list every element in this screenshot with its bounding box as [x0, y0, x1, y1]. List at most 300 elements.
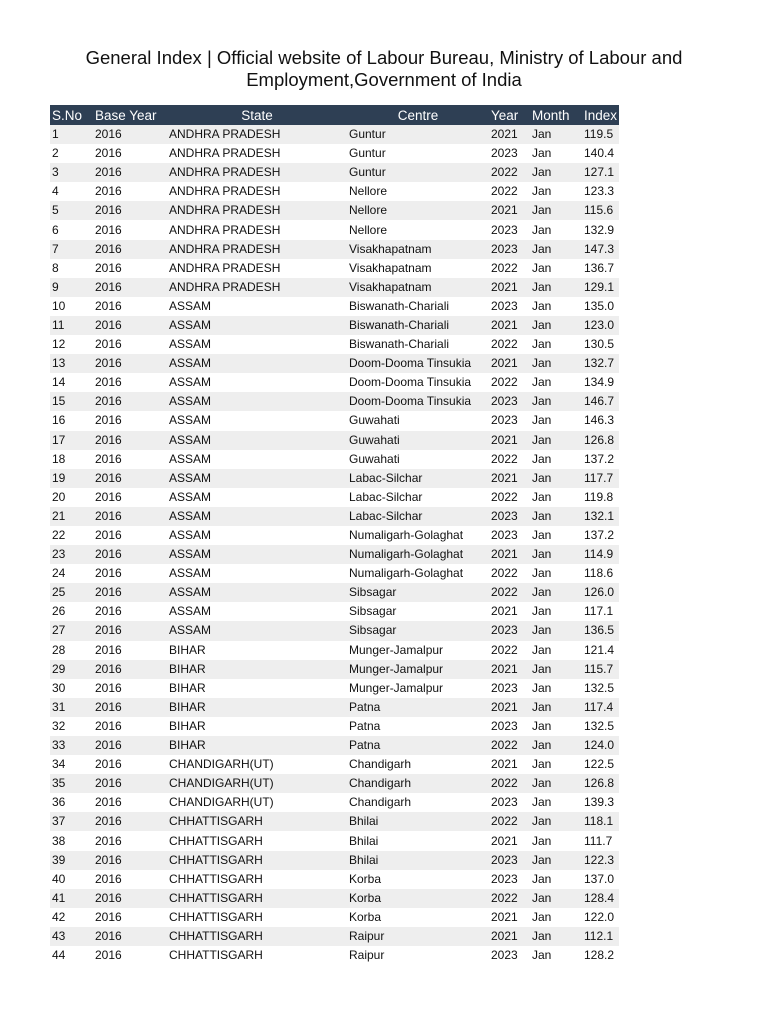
cell-sno: 36 — [50, 793, 91, 812]
cell-sno: 44 — [50, 946, 91, 965]
cell-state: ASSAM — [167, 621, 347, 640]
cell-state: CHANDIGARH(UT) — [167, 755, 347, 774]
cell-month: Jan — [528, 488, 582, 507]
cell-centre: Sibsagar — [347, 583, 489, 602]
cell-index: 117.1 — [582, 602, 619, 621]
cell-state: CHHATTISGARH — [167, 870, 347, 889]
table-row — [50, 641, 619, 660]
cell-month: Jan — [528, 641, 582, 660]
cell-centre: Nellore — [347, 182, 489, 201]
cell-year: 2023 — [489, 220, 528, 239]
table-row — [50, 297, 619, 316]
cell-month: Jan — [528, 220, 582, 239]
table-row — [50, 354, 619, 373]
cell-base-year: 2016 — [91, 163, 167, 182]
cell-centre: Raipur — [347, 927, 489, 946]
cell-index: 139.3 — [582, 793, 619, 812]
cell-sno: 2 — [50, 144, 91, 163]
cell-state: ASSAM — [167, 564, 347, 583]
cell-base-year: 2016 — [91, 469, 167, 488]
cell-centre: Munger-Jamalpur — [347, 679, 489, 698]
cell-year: 2022 — [489, 812, 528, 831]
cell-base-year: 2016 — [91, 392, 167, 411]
cell-year: 2022 — [489, 641, 528, 660]
table-header-row — [50, 105, 619, 125]
cell-centre: Nellore — [347, 220, 489, 239]
cell-centre: Bhilai — [347, 851, 489, 870]
table-row — [50, 736, 619, 755]
cell-month: Jan — [528, 297, 582, 316]
table-row — [50, 564, 619, 583]
cell-centre: Guwahati — [347, 431, 489, 450]
table-row — [50, 392, 619, 411]
cell-month: Jan — [528, 908, 582, 927]
cell-centre: Chandigarh — [347, 755, 489, 774]
cell-sno: 26 — [50, 602, 91, 621]
cell-state: ASSAM — [167, 545, 347, 564]
cell-state: ASSAM — [167, 297, 347, 316]
cell-base-year: 2016 — [91, 526, 167, 545]
cell-sno: 17 — [50, 431, 91, 450]
document-title-line-1: General Index | Official website of Labour Bureau, Ministry of Labour and — [85, 47, 683, 68]
table-row — [50, 431, 619, 450]
cell-year: 2021 — [489, 201, 528, 220]
column-header-index: Index — [582, 105, 619, 125]
table-row — [50, 793, 619, 812]
table-row — [50, 946, 619, 965]
cell-index: 121.4 — [582, 641, 619, 660]
cell-index: 132.9 — [582, 220, 619, 239]
cell-month: Jan — [528, 774, 582, 793]
cell-centre: Bhilai — [347, 812, 489, 831]
cell-base-year: 2016 — [91, 201, 167, 220]
table-header — [50, 105, 619, 125]
cell-month: Jan — [528, 736, 582, 755]
cell-state: BIHAR — [167, 641, 347, 660]
cell-base-year: 2016 — [91, 717, 167, 736]
cell-sno: 7 — [50, 240, 91, 259]
cell-year: 2021 — [489, 831, 528, 850]
cell-base-year: 2016 — [91, 373, 167, 392]
cell-centre: Bhilai — [347, 831, 489, 850]
cell-year: 2021 — [489, 316, 528, 335]
cell-index: 115.7 — [582, 660, 619, 679]
cell-year: 2022 — [489, 774, 528, 793]
cell-index: 137.2 — [582, 450, 619, 469]
cell-state: CHHATTISGARH — [167, 851, 347, 870]
cell-year: 2023 — [489, 717, 528, 736]
cell-sno: 35 — [50, 774, 91, 793]
cell-base-year: 2016 — [91, 870, 167, 889]
cell-year: 2022 — [489, 182, 528, 201]
cell-base-year: 2016 — [91, 240, 167, 259]
cell-sno: 41 — [50, 889, 91, 908]
cell-index: 115.6 — [582, 201, 619, 220]
table-row — [50, 889, 619, 908]
cell-index: 126.8 — [582, 431, 619, 450]
cell-state: ASSAM — [167, 583, 347, 602]
cell-state: BIHAR — [167, 698, 347, 717]
cell-index: 118.6 — [582, 564, 619, 583]
cell-index: 130.5 — [582, 335, 619, 354]
cell-centre: Numaligarh-Golaghat — [347, 545, 489, 564]
cell-base-year: 2016 — [91, 908, 167, 927]
cell-month: Jan — [528, 851, 582, 870]
cell-centre: Korba — [347, 889, 489, 908]
column-header-centre: Centre — [347, 105, 489, 125]
cell-month: Jan — [528, 526, 582, 545]
cell-state: CHANDIGARH(UT) — [167, 793, 347, 812]
cell-year: 2021 — [489, 354, 528, 373]
cell-base-year: 2016 — [91, 641, 167, 660]
cell-index: 134.9 — [582, 373, 619, 392]
cell-index: 122.0 — [582, 908, 619, 927]
table-row — [50, 259, 619, 278]
cell-centre: Visakhapatnam — [347, 240, 489, 259]
cell-index: 126.0 — [582, 583, 619, 602]
cell-year: 2022 — [489, 163, 528, 182]
column-header-sno: S.No — [50, 105, 91, 125]
cell-month: Jan — [528, 927, 582, 946]
cell-year: 2023 — [489, 870, 528, 889]
cell-base-year: 2016 — [91, 660, 167, 679]
cell-state: ASSAM — [167, 469, 347, 488]
cell-state: ASSAM — [167, 373, 347, 392]
table-row — [50, 411, 619, 430]
table-row — [50, 602, 619, 621]
cell-base-year: 2016 — [91, 411, 167, 430]
cell-index: 129.1 — [582, 278, 619, 297]
cell-base-year: 2016 — [91, 125, 167, 144]
cell-centre: Numaligarh-Golaghat — [347, 564, 489, 583]
table-row — [50, 240, 619, 259]
table-row — [50, 335, 619, 354]
cell-year: 2021 — [489, 698, 528, 717]
cell-sno: 6 — [50, 220, 91, 239]
cell-base-year: 2016 — [91, 182, 167, 201]
table-row — [50, 908, 619, 927]
table-row — [50, 583, 619, 602]
cell-year: 2023 — [489, 240, 528, 259]
cell-base-year: 2016 — [91, 316, 167, 335]
cell-state: BIHAR — [167, 736, 347, 755]
cell-month: Jan — [528, 392, 582, 411]
table-row — [50, 373, 619, 392]
cell-month: Jan — [528, 602, 582, 621]
cell-year: 2021 — [489, 755, 528, 774]
column-header-state: State — [167, 105, 347, 125]
cell-index: 135.0 — [582, 297, 619, 316]
cell-centre: Labac-Silchar — [347, 488, 489, 507]
cell-month: Jan — [528, 259, 582, 278]
cell-base-year: 2016 — [91, 774, 167, 793]
table-row — [50, 812, 619, 831]
cell-sno: 1 — [50, 125, 91, 144]
cell-state: ASSAM — [167, 335, 347, 354]
cell-base-year: 2016 — [91, 507, 167, 526]
cell-sno: 15 — [50, 392, 91, 411]
cell-sno: 13 — [50, 354, 91, 373]
table-row — [50, 201, 619, 220]
cell-base-year: 2016 — [91, 144, 167, 163]
cell-year: 2023 — [489, 297, 528, 316]
cell-base-year: 2016 — [91, 450, 167, 469]
cell-state: ANDHRA PRADESH — [167, 220, 347, 239]
cell-sno: 18 — [50, 450, 91, 469]
table-row — [50, 526, 619, 545]
table-row — [50, 927, 619, 946]
cell-index: 119.8 — [582, 488, 619, 507]
cell-base-year: 2016 — [91, 755, 167, 774]
cell-centre: Munger-Jamalpur — [347, 660, 489, 679]
cell-centre: Biswanath-Chariali — [347, 335, 489, 354]
cell-centre: Labac-Silchar — [347, 507, 489, 526]
cell-centre: Chandigarh — [347, 774, 489, 793]
cell-state: CHHATTISGARH — [167, 831, 347, 850]
cell-centre: Patna — [347, 698, 489, 717]
cell-state: CHHATTISGARH — [167, 946, 347, 965]
cell-state: ASSAM — [167, 411, 347, 430]
table-row — [50, 450, 619, 469]
cell-index: 128.2 — [582, 946, 619, 965]
cell-month: Jan — [528, 163, 582, 182]
cell-centre: Doom-Dooma Tinsukia — [347, 373, 489, 392]
cell-month: Jan — [528, 812, 582, 831]
cell-year: 2021 — [489, 431, 528, 450]
table-row — [50, 163, 619, 182]
cell-sno: 12 — [50, 335, 91, 354]
cell-base-year: 2016 — [91, 812, 167, 831]
cell-month: Jan — [528, 240, 582, 259]
cell-index: 117.4 — [582, 698, 619, 717]
cell-sno: 40 — [50, 870, 91, 889]
cell-base-year: 2016 — [91, 851, 167, 870]
cell-base-year: 2016 — [91, 793, 167, 812]
cell-month: Jan — [528, 660, 582, 679]
cell-index: 126.8 — [582, 774, 619, 793]
cell-centre: Guntur — [347, 125, 489, 144]
cell-centre: Guntur — [347, 163, 489, 182]
cell-year: 2021 — [489, 927, 528, 946]
cell-index: 137.0 — [582, 870, 619, 889]
cell-base-year: 2016 — [91, 946, 167, 965]
cell-state: CHHATTISGARH — [167, 812, 347, 831]
cell-base-year: 2016 — [91, 220, 167, 239]
cell-month: Jan — [528, 679, 582, 698]
cell-base-year: 2016 — [91, 679, 167, 698]
cell-sno: 34 — [50, 755, 91, 774]
table-row — [50, 717, 619, 736]
cell-month: Jan — [528, 431, 582, 450]
cell-state: CHHATTISGARH — [167, 889, 347, 908]
cell-year: 2021 — [489, 125, 528, 144]
cell-base-year: 2016 — [91, 431, 167, 450]
cell-base-year: 2016 — [91, 259, 167, 278]
cell-year: 2023 — [489, 507, 528, 526]
cell-centre: Raipur — [347, 946, 489, 965]
cell-year: 2022 — [489, 488, 528, 507]
table-body — [50, 125, 619, 965]
cell-index: 132.7 — [582, 354, 619, 373]
cell-sno: 4 — [50, 182, 91, 201]
cell-index: 118.1 — [582, 812, 619, 831]
cell-month: Jan — [528, 564, 582, 583]
cell-sno: 21 — [50, 507, 91, 526]
cell-centre: Chandigarh — [347, 793, 489, 812]
cell-sno: 23 — [50, 545, 91, 564]
cell-month: Jan — [528, 793, 582, 812]
cell-index: 132.5 — [582, 717, 619, 736]
cell-year: 2021 — [489, 908, 528, 927]
cell-index: 147.3 — [582, 240, 619, 259]
table-row — [50, 182, 619, 201]
cell-sno: 22 — [50, 526, 91, 545]
cell-base-year: 2016 — [91, 602, 167, 621]
cell-sno: 24 — [50, 564, 91, 583]
cell-state: ANDHRA PRADESH — [167, 259, 347, 278]
cell-base-year: 2016 — [91, 297, 167, 316]
cell-month: Jan — [528, 373, 582, 392]
cell-centre: Munger-Jamalpur — [347, 641, 489, 660]
table-row — [50, 774, 619, 793]
cell-month: Jan — [528, 755, 582, 774]
cell-month: Jan — [528, 831, 582, 850]
cell-state: BIHAR — [167, 717, 347, 736]
cell-state: CHHATTISGARH — [167, 927, 347, 946]
cell-sno: 30 — [50, 679, 91, 698]
cell-index: 114.9 — [582, 545, 619, 564]
cell-year: 2022 — [489, 736, 528, 755]
cell-month: Jan — [528, 621, 582, 640]
cell-state: ASSAM — [167, 526, 347, 545]
cell-year: 2023 — [489, 621, 528, 640]
cell-state: ANDHRA PRADESH — [167, 163, 347, 182]
cell-state: ANDHRA PRADESH — [167, 240, 347, 259]
cell-index: 119.5 — [582, 125, 619, 144]
cell-base-year: 2016 — [91, 488, 167, 507]
cell-year: 2022 — [489, 373, 528, 392]
cell-state: ASSAM — [167, 431, 347, 450]
cell-month: Jan — [528, 469, 582, 488]
cell-state: ANDHRA PRADESH — [167, 144, 347, 163]
cell-state: BIHAR — [167, 679, 347, 698]
cell-state: BIHAR — [167, 660, 347, 679]
cell-index: 132.1 — [582, 507, 619, 526]
cell-state: ANDHRA PRADESH — [167, 201, 347, 220]
cell-index: 111.7 — [582, 831, 619, 850]
table-row — [50, 469, 619, 488]
cell-month: Jan — [528, 583, 582, 602]
cell-month: Jan — [528, 144, 582, 163]
cell-state: ANDHRA PRADESH — [167, 182, 347, 201]
cell-month: Jan — [528, 889, 582, 908]
cell-index: 137.2 — [582, 526, 619, 545]
cell-index: 136.5 — [582, 621, 619, 640]
cell-base-year: 2016 — [91, 545, 167, 564]
cell-index: 122.3 — [582, 851, 619, 870]
cell-year: 2021 — [489, 278, 528, 297]
cell-base-year: 2016 — [91, 698, 167, 717]
cell-month: Jan — [528, 507, 582, 526]
index-table — [50, 105, 619, 965]
cell-index: 146.7 — [582, 392, 619, 411]
cell-index: 124.0 — [582, 736, 619, 755]
cell-state: ANDHRA PRADESH — [167, 278, 347, 297]
cell-centre: Korba — [347, 870, 489, 889]
cell-month: Jan — [528, 946, 582, 965]
cell-centre: Doom-Dooma Tinsukia — [347, 392, 489, 411]
cell-month: Jan — [528, 278, 582, 297]
cell-month: Jan — [528, 450, 582, 469]
cell-sno: 27 — [50, 621, 91, 640]
cell-sno: 16 — [50, 411, 91, 430]
cell-base-year: 2016 — [91, 927, 167, 946]
cell-sno: 3 — [50, 163, 91, 182]
cell-state: ASSAM — [167, 602, 347, 621]
cell-year: 2021 — [489, 545, 528, 564]
cell-sno: 5 — [50, 201, 91, 220]
cell-sno: 8 — [50, 259, 91, 278]
cell-index: 136.7 — [582, 259, 619, 278]
cell-base-year: 2016 — [91, 278, 167, 297]
table-row — [50, 507, 619, 526]
cell-month: Jan — [528, 201, 582, 220]
cell-month: Jan — [528, 182, 582, 201]
cell-centre: Guwahati — [347, 450, 489, 469]
column-header-month: Month — [528, 105, 582, 125]
cell-index: 128.4 — [582, 889, 619, 908]
cell-month: Jan — [528, 411, 582, 430]
cell-base-year: 2016 — [91, 335, 167, 354]
cell-year: 2023 — [489, 793, 528, 812]
cell-centre: Numaligarh-Golaghat — [347, 526, 489, 545]
cell-year: 2023 — [489, 946, 528, 965]
column-header-year: Year — [489, 105, 528, 125]
cell-year: 2022 — [489, 259, 528, 278]
cell-state: ASSAM — [167, 488, 347, 507]
cell-sno: 11 — [50, 316, 91, 335]
cell-year: 2021 — [489, 469, 528, 488]
cell-centre: Labac-Silchar — [347, 469, 489, 488]
cell-centre: Patna — [347, 717, 489, 736]
cell-sno: 37 — [50, 812, 91, 831]
cell-sno: 14 — [50, 373, 91, 392]
cell-sno: 25 — [50, 583, 91, 602]
cell-year: 2023 — [489, 392, 528, 411]
cell-month: Jan — [528, 545, 582, 564]
table-row — [50, 278, 619, 297]
cell-month: Jan — [528, 354, 582, 373]
cell-month: Jan — [528, 125, 582, 144]
cell-base-year: 2016 — [91, 736, 167, 755]
table-row — [50, 755, 619, 774]
table-row — [50, 144, 619, 163]
cell-base-year: 2016 — [91, 354, 167, 373]
cell-index: 146.3 — [582, 411, 619, 430]
table-row — [50, 220, 619, 239]
cell-state: ANDHRA PRADESH — [167, 125, 347, 144]
cell-state: ASSAM — [167, 450, 347, 469]
cell-year: 2021 — [489, 602, 528, 621]
table-row — [50, 851, 619, 870]
cell-sno: 29 — [50, 660, 91, 679]
cell-centre: Nellore — [347, 201, 489, 220]
cell-sno: 42 — [50, 908, 91, 927]
cell-sno: 19 — [50, 469, 91, 488]
cell-index: 127.1 — [582, 163, 619, 182]
cell-index: 122.5 — [582, 755, 619, 774]
cell-sno: 20 — [50, 488, 91, 507]
